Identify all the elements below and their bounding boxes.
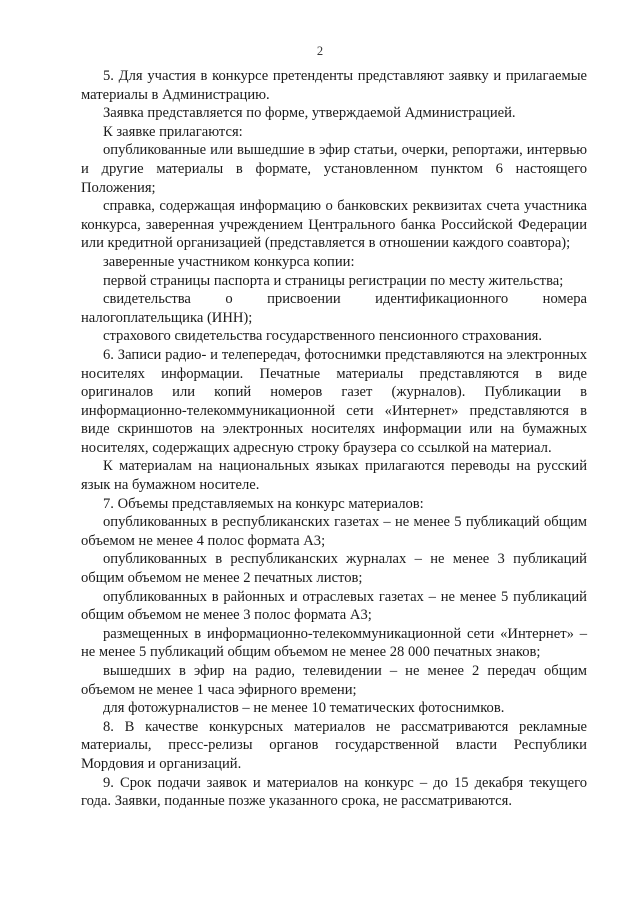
paragraph-item-8: 8. В качестве конкурсных материалов не рассматриваются рекламные материалы, пресс-релизы органов государственной власти Республики Мордовия и организаций.	[81, 718, 587, 772]
page-number: 2	[316, 44, 324, 58]
paragraph-published-materials: опубликованные или вышедшие в эфир статьи, очерки, репортажи, интервью и другие материалы в формате, установленном пунктом 6 настоящего Положения;	[81, 142, 587, 196]
paragraph-national-languages: К материалам на национальных языках прилагаются переводы на русский язык на бумажном носителе.	[81, 458, 587, 494]
paragraph-republican-newspapers: опубликованных в республиканских газетах – не менее 5 публикаций общим объемом не менее 4 полос формата А3;	[81, 514, 587, 549]
paragraph-district-newspapers: опубликованных в районных и отраслевых газетах – не менее 5 публикаций общим объемом не менее 3 полос формата А3;	[81, 588, 587, 624]
paragraph-inn-certificate: свидетельства о присвоении идентификационного номера налогоплательщика (ИНН);	[81, 291, 587, 326]
paragraph-pension-certificate: страхового свидетельства государственного пенсионного страхования.	[103, 328, 542, 345]
paragraph-application-form: Заявка представляется по форме, утверждаемой Администрацией.	[103, 105, 516, 122]
paragraph-item-5: 5. Для участия в конкурсе претенденты представляют заявку и прилагаемые материалы в Администрацию.	[81, 68, 587, 103]
paragraph-internet-publications: размещенных в информационно-телекоммуникационной сети «Интернет» – не менее 5 публикаций общим объемом не менее 28 000 печатных знаков;	[81, 625, 587, 661]
paragraph-certified-copies: заверенные участником конкурса копии:	[103, 253, 355, 270]
document-body	[81, 67, 587, 811]
paragraph-bank-certificate: справка, содержащая информацию о банковских реквизитах счета участника конкурса, заверенная учреждением Центрального банка Российской Федерации или кредитной организацией (представляется в отношении каждого соавтора);	[81, 198, 587, 252]
paragraph-item-6: 6. Записи радио- и телепередач, фотоснимки представляются на электронных носителях информации. Печатные материалы представляются в виде оригиналов или копий номеров газет (журналов). Публикации в информационно-телекоммуникационной сети «Интернет» представляются в виде скриншотов на электронных носителях информации или на бумажных носителях, содержащих адресную строку браузера со ссылкой на материал.	[81, 346, 587, 456]
paragraph-passport-pages: первой страницы паспорта и страницы регистрации по месту жительства;	[103, 272, 564, 289]
paragraph-broadcasts: вышедших в эфир на радио, телевидении – не менее 2 передач общим объемом не менее 1 часа эфирного времени;	[81, 663, 587, 698]
paragraph-photojournalists: для фотожурналистов – не менее 10 тематических фотоснимков.	[103, 700, 505, 717]
paragraph-attachments-intro: К заявке прилагаются:	[103, 123, 243, 140]
paragraph-item-9: 9. Срок подачи заявок и материалов на конкурс – до 15 декабря текущего года. Заявки, поданные позже указанного срока, не рассматриваются.	[81, 774, 587, 810]
paragraph-republican-magazines: опубликованных в республиканских журналах – не менее 3 публикаций общим объемом не менее 2 печатных листов;	[81, 551, 587, 587]
paragraph-item-7: 7. Объемы представляемых на конкурс материалов:	[103, 495, 424, 512]
